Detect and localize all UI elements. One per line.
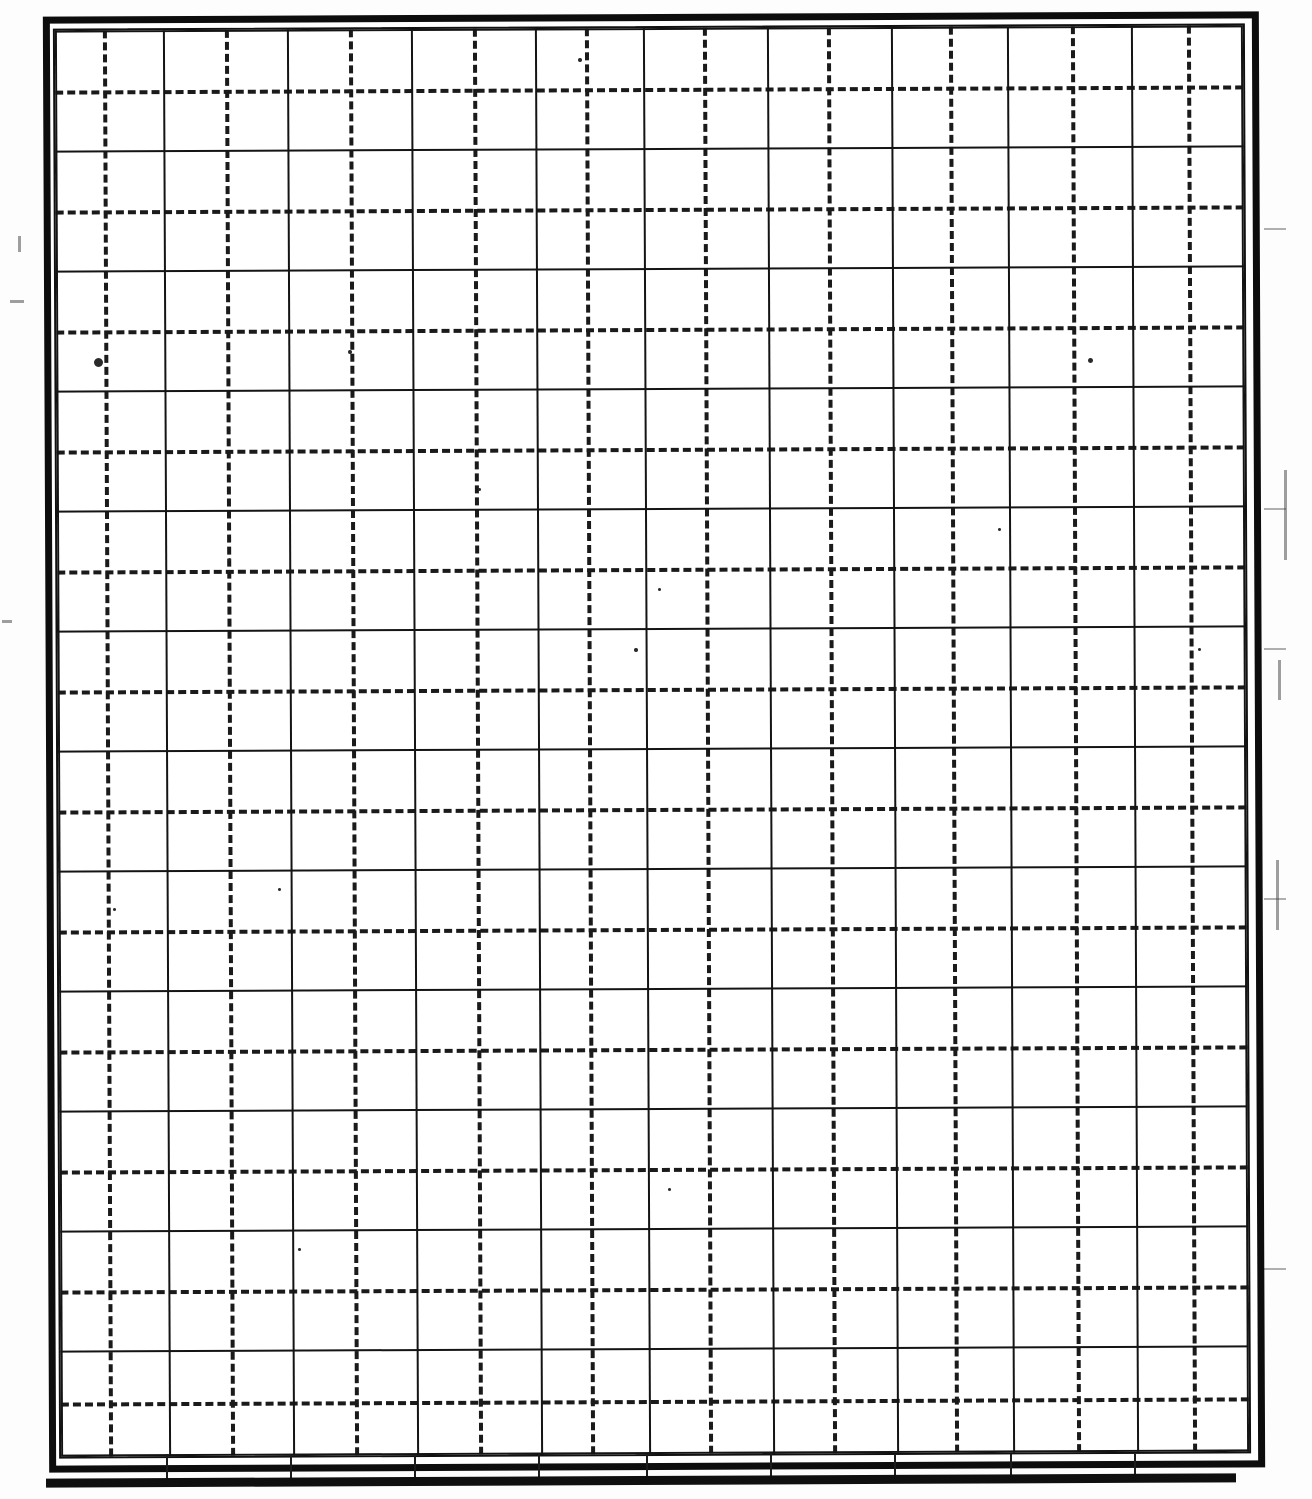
- grid-major-hline: [57, 505, 1245, 512]
- grid-major-hline: [60, 1105, 1248, 1112]
- grid-minor-hline: [60, 1285, 1248, 1294]
- grid-major-hline: [56, 265, 1244, 272]
- grid-tick-right: [1264, 648, 1286, 650]
- grid-minor-hline: [58, 805, 1246, 814]
- scan-speck: [348, 350, 352, 354]
- grid-minor-vline: [103, 30, 113, 1456]
- grid-major-vline: [1007, 26, 1015, 1452]
- scan-speck: [478, 488, 481, 491]
- scan-speck: [634, 648, 638, 652]
- grid-major-hline: [58, 625, 1246, 632]
- grid-minor-vline: [703, 28, 713, 1454]
- grid-tick-right: [1264, 898, 1286, 900]
- grid-major-hline: [55, 145, 1243, 152]
- grid-minor-hline: [56, 205, 1244, 214]
- grid-major-vline: [535, 28, 543, 1454]
- grid-minor-hline: [57, 445, 1245, 454]
- grid-major-vline: [411, 29, 419, 1455]
- grid-major-hline: [56, 385, 1244, 392]
- grid-major-vline: [891, 27, 899, 1453]
- grid-minor-hline: [59, 1045, 1247, 1054]
- grid-tick-bottom: [166, 1454, 168, 1480]
- scan-speck: [578, 58, 582, 62]
- grid-tick-right: [1264, 1268, 1286, 1270]
- scan-edge-mark: [1278, 660, 1281, 700]
- scan-speck: [298, 1248, 301, 1251]
- scan-edge-mark: [1276, 860, 1279, 930]
- grid-major-vline: [1131, 26, 1139, 1452]
- grid-minor-hline: [56, 325, 1244, 334]
- scan-speck: [94, 358, 103, 367]
- scan-speck: [668, 1188, 671, 1191]
- scan-speck: [658, 588, 661, 591]
- scan-speck: [998, 528, 1001, 531]
- scan-edge-mark: [2, 620, 12, 623]
- grid-major-hline: [60, 1225, 1248, 1232]
- grid-major-vline: [287, 30, 295, 1456]
- grid-minor-vline: [349, 29, 359, 1455]
- grid-minor-vline: [1187, 26, 1197, 1452]
- scan-edge-mark: [18, 236, 21, 252]
- grid-minor-hline: [61, 1397, 1249, 1406]
- grid-tick-right: [1264, 508, 1286, 510]
- graph-paper-grid: [55, 25, 1249, 1456]
- scan-speck: [113, 908, 116, 911]
- grid-major-vline: [163, 30, 171, 1456]
- grid-minor-vline: [225, 30, 235, 1456]
- scan-edge-mark: [1284, 470, 1287, 560]
- scan-shadow-band: [46, 1473, 1236, 1487]
- grid-minor-vline: [473, 29, 483, 1455]
- grid-tick-right: [1264, 228, 1286, 230]
- grid-minor-hline: [58, 685, 1246, 694]
- grid-minor-vline: [949, 27, 959, 1453]
- scan-edge-mark: [10, 300, 24, 303]
- grid-major-hline: [61, 1345, 1249, 1352]
- scan-speck: [1088, 358, 1093, 363]
- scan-speck: [278, 888, 281, 891]
- grid-minor-hline: [59, 925, 1247, 934]
- grid-major-vline: [767, 27, 775, 1453]
- grid-minor-vline: [585, 28, 595, 1454]
- grid-major-vline: [643, 28, 651, 1454]
- grid-tick-bottom: [290, 1454, 292, 1480]
- grid-major-hline: [59, 985, 1247, 992]
- grid-major-hline: [59, 865, 1247, 872]
- grid-minor-hline: [57, 565, 1245, 574]
- grid-minor-hline: [55, 85, 1243, 94]
- grid-minor-vline: [1071, 26, 1081, 1452]
- grid-major-hline: [58, 745, 1246, 752]
- scan-speck: [228, 558, 231, 561]
- grid-minor-hline: [60, 1165, 1248, 1174]
- scan-speck: [1198, 648, 1201, 651]
- grid-minor-vline: [827, 27, 837, 1453]
